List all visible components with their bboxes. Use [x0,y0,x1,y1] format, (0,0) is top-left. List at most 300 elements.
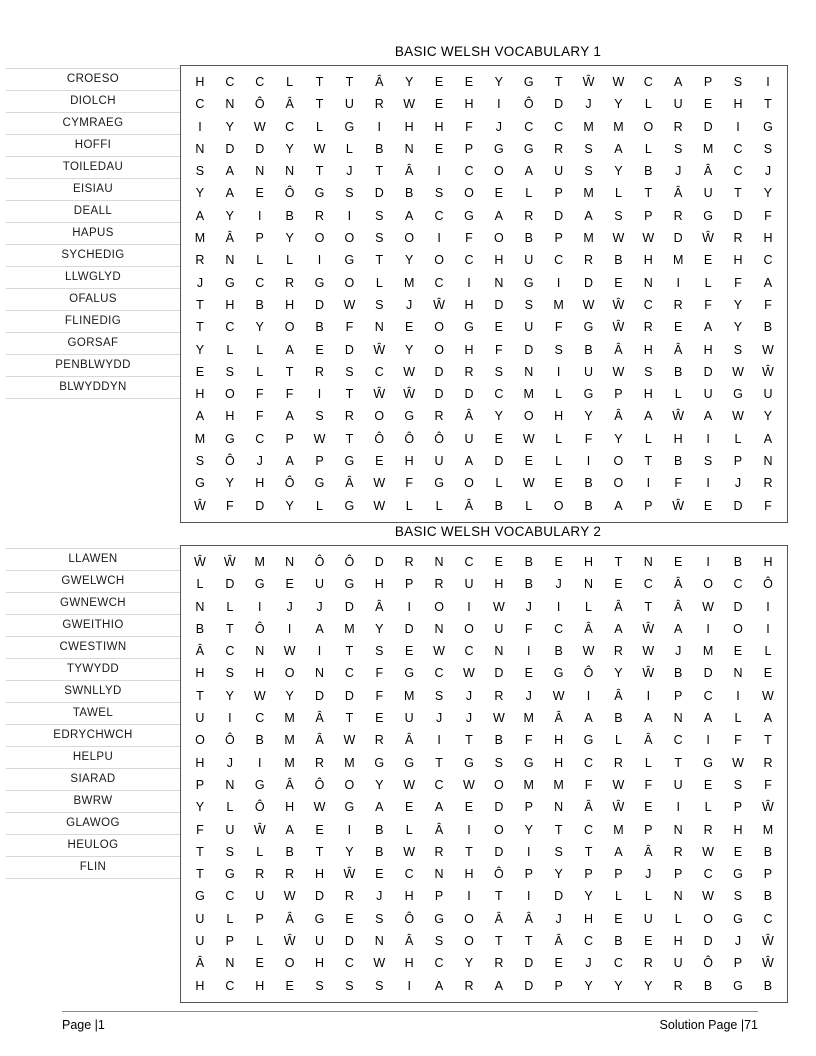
grid-cell[interactable]: F [375,688,384,703]
grid-cell[interactable]: T [644,599,653,614]
grid-cell[interactable]: U [524,253,534,268]
grid-cell[interactable]: R [434,844,444,859]
grid-cell[interactable]: C [554,253,564,268]
grid-cell[interactable]: G [314,911,325,926]
grid-cell[interactable]: R [673,978,683,993]
grid-cell[interactable]: B [763,889,773,904]
grid-cell[interactable]: J [435,711,443,726]
grid-cell[interactable]: S [674,141,683,156]
wordlist-item[interactable]: PENBLWYDD [6,355,180,377]
grid-cell[interactable]: W [313,800,326,815]
grid-cell[interactable]: D [344,934,354,949]
grid-cell[interactable]: O [613,454,624,469]
grid-cell[interactable]: E [464,75,474,89]
grid-cell[interactable]: M [613,822,624,837]
grid-cell[interactable]: Y [405,75,414,89]
grid-cell[interactable]: S [225,666,234,681]
grid-cell[interactable]: J [465,711,473,726]
grid-cell[interactable]: A [674,621,683,636]
grid-cell[interactable]: H [255,476,265,491]
grid-cell[interactable]: S [554,342,563,357]
grid-cell[interactable]: I [347,822,352,837]
grid-cell[interactable]: U [195,911,205,926]
grid-cell[interactable]: R [494,688,504,703]
wordlist-item[interactable]: GORSAF [6,333,180,355]
grid-cell[interactable]: R [314,364,325,379]
grid-cell[interactable]: O [464,186,474,201]
grid-cell[interactable]: Ô [404,911,415,926]
grid-cell[interactable]: G [523,755,534,770]
wordlist-item[interactable]: TOILEDAU [6,157,180,179]
grid-cell[interactable]: J [465,688,473,703]
grid-cell[interactable]: D [703,119,713,134]
grid-cell[interactable]: N [285,164,295,179]
grid-cell[interactable]: E [554,476,563,491]
grid-cell[interactable]: G [254,777,265,792]
grid-cell[interactable]: O [195,733,205,748]
grid-cell[interactable]: T [345,387,354,402]
grid-cell[interactable]: F [734,275,742,290]
grid-cell[interactable]: W [463,777,475,792]
grid-cell[interactable]: R [643,956,653,971]
grid-cell[interactable]: H [554,755,564,770]
grid-cell[interactable]: L [704,275,712,290]
grid-cell[interactable]: H [643,253,653,268]
grid-cell[interactable]: B [405,186,414,201]
grid-cell[interactable]: P [614,387,623,402]
grid-cell[interactable]: D [703,934,713,949]
grid-cell[interactable]: S [494,364,504,379]
grid-cell[interactable]: E [494,320,504,335]
grid-cell[interactable]: A [315,621,324,636]
grid-cell[interactable]: D [554,97,564,112]
grid-cell[interactable]: Â [674,599,683,614]
grid-cell[interactable]: I [556,275,561,290]
grid-cell[interactable]: O [553,498,564,513]
grid-cell[interactable]: N [643,555,653,569]
grid-cell[interactable]: C [733,164,743,179]
grid-cell[interactable]: D [703,364,713,379]
grid-cell[interactable]: Ŵ [373,342,386,357]
grid-cell[interactable]: P [195,777,205,792]
grid-cell[interactable]: Â [345,476,354,491]
grid-cell[interactable]: H [285,800,295,815]
grid-cell[interactable]: Ŵ [762,934,774,949]
grid-cell[interactable]: S [195,454,205,469]
grid-cell[interactable]: M [523,711,534,726]
grid-cell[interactable]: Ô [254,800,265,815]
grid-cell[interactable]: C [494,387,504,402]
grid-cell[interactable]: Y [225,208,234,223]
grid-cell[interactable]: Y [375,621,384,636]
grid-cell[interactable]: I [556,364,561,379]
grid-cell[interactable]: I [467,822,471,837]
grid-cell[interactable]: E [614,911,623,926]
grid-cell[interactable]: F [405,476,413,491]
grid-cell[interactable]: Y [225,476,234,491]
grid-cell[interactable]: G [224,867,235,882]
grid-cell[interactable]: Â [644,844,653,859]
grid-cell[interactable]: G [404,666,415,681]
grid-cell[interactable]: N [195,141,205,156]
grid-cell[interactable]: P [644,822,653,837]
grid-cell[interactable]: Y [405,253,414,268]
grid-cell[interactable]: A [225,164,234,179]
grid-cell[interactable]: H [225,297,235,312]
grid-cell[interactable]: O [344,777,355,792]
grid-cell[interactable]: B [614,934,623,949]
grid-cell[interactable]: F [524,733,533,748]
grid-cell[interactable]: S [225,844,234,859]
grid-cell[interactable]: C [464,164,474,179]
grid-cell[interactable]: E [375,867,384,882]
grid-cell[interactable]: A [763,711,773,726]
grid-cell[interactable]: O [464,934,474,949]
grid-cell[interactable]: U [703,186,713,201]
grid-cell[interactable]: B [674,454,683,469]
grid-cell[interactable]: Ŵ [433,297,445,312]
grid-cell[interactable]: W [702,889,714,904]
grid-cell[interactable]: O [643,119,654,134]
grid-cell[interactable]: J [196,275,204,290]
grid-cell[interactable]: L [286,253,294,268]
grid-cell[interactable]: G [523,275,534,290]
grid-cell[interactable]: A [614,621,623,636]
grid-cell[interactable]: W [253,119,266,134]
grid-cell[interactable]: G [314,275,325,290]
grid-cell[interactable]: L [644,755,652,770]
grid-cell[interactable]: I [407,599,411,614]
grid-cell[interactable]: L [585,599,592,614]
grid-cell[interactable]: D [673,231,683,246]
grid-cell[interactable]: E [375,711,384,726]
grid-cell[interactable]: E [315,822,324,837]
grid-cell[interactable]: F [734,733,742,748]
grid-cell[interactable]: P [554,186,563,201]
grid-cell[interactable]: Y [524,822,533,837]
grid-cell[interactable]: C [703,688,713,703]
grid-cell[interactable]: C [225,644,235,659]
grid-cell[interactable]: E [674,320,683,335]
grid-cell[interactable]: Â [464,409,474,424]
grid-cell[interactable]: Y [614,666,623,681]
grid-cell[interactable]: T [584,844,593,859]
grid-cell[interactable]: C [763,253,773,268]
grid-cell[interactable]: J [406,297,413,312]
grid-cell[interactable]: C [464,555,474,569]
grid-cell[interactable]: J [555,911,562,926]
grid-cell[interactable]: B [285,208,294,223]
grid-cell[interactable]: S [315,409,324,424]
grid-cell[interactable]: W [612,364,625,379]
grid-cell[interactable]: J [226,755,233,770]
grid-cell[interactable]: A [674,75,683,89]
grid-cell[interactable]: M [284,733,295,748]
grid-cell[interactable]: E [703,498,713,513]
grid-cell[interactable]: W [552,688,565,703]
grid-cell[interactable]: U [584,364,594,379]
grid-cell[interactable]: I [706,431,710,446]
grid-cell[interactable]: D [554,208,564,223]
grid-cell[interactable]: Ŵ [672,498,685,513]
grid-cell[interactable]: C [255,275,265,290]
grid-cell[interactable]: F [674,476,683,491]
grid-cell[interactable]: A [494,208,504,223]
grid-cell[interactable]: Â [195,644,205,659]
grid-cell[interactable]: I [527,889,531,904]
grid-cell[interactable]: S [225,364,234,379]
grid-cell[interactable]: Â [614,409,623,424]
grid-cell[interactable]: Â [674,342,683,357]
grid-cell[interactable]: C [584,822,594,837]
grid-cell[interactable]: Â [614,688,623,703]
grid-cell[interactable]: H [673,431,683,446]
grid-cell[interactable]: W [403,364,416,379]
grid-cell[interactable]: T [524,934,533,949]
grid-cell[interactable]: R [285,867,295,882]
grid-cell[interactable]: C [225,978,235,993]
grid-cell[interactable]: D [344,688,354,703]
grid-cell[interactable]: B [195,621,205,636]
grid-cell[interactable]: F [554,320,563,335]
grid-cell[interactable]: C [434,777,444,792]
grid-cell[interactable]: N [524,364,534,379]
grid-cell[interactable]: N [374,934,384,949]
grid-cell[interactable]: Y [285,498,294,513]
grid-cell[interactable]: G [344,119,355,134]
grid-cell[interactable]: G [195,476,205,491]
grid-cell[interactable]: G [493,141,504,156]
grid-cell[interactable]: J [525,688,532,703]
wordlist-item[interactable]: GWELWCH [6,571,180,593]
grid-cell[interactable]: Y [225,119,234,134]
grid-cell[interactable]: W [373,476,386,491]
grid-cell[interactable]: R [374,733,384,748]
grid-cell[interactable]: O [404,231,415,246]
grid-cell[interactable]: J [734,934,742,949]
grid-cell[interactable]: R [643,320,653,335]
grid-cell[interactable]: F [345,320,354,335]
wordlist-item[interactable]: OFALUS [6,289,180,311]
grid-cell[interactable]: T [375,164,384,179]
grid-cell[interactable]: H [255,666,265,681]
grid-cell[interactable]: W [612,75,625,89]
grid-cell[interactable]: G [404,409,415,424]
grid-cell[interactable]: L [435,498,443,513]
grid-cell[interactable]: N [404,141,414,156]
grid-cell[interactable]: I [497,97,501,112]
grid-cell[interactable]: G [464,320,474,335]
grid-cell[interactable]: H [195,75,205,89]
grid-cell[interactable]: A [195,208,205,223]
grid-cell[interactable]: M [344,755,355,770]
grid-cell[interactable]: U [344,97,354,112]
grid-cell[interactable]: O [224,387,235,402]
grid-cell[interactable]: Â [375,599,384,614]
grid-cell[interactable]: E [554,555,563,569]
grid-cell[interactable]: R [673,119,683,134]
grid-cell[interactable]: J [346,164,353,179]
grid-cell[interactable]: D [225,141,235,156]
grid-cell[interactable]: I [257,208,262,223]
letter-grid-2[interactable] [185,551,783,997]
grid-cell[interactable]: W [702,599,714,614]
grid-cell[interactable]: Y [405,342,414,357]
grid-cell[interactable]: N [673,822,683,837]
grid-cell[interactable]: G [344,253,355,268]
grid-cell[interactable]: C [374,364,384,379]
grid-cell[interactable]: O [284,320,295,335]
grid-cell[interactable]: E [703,253,713,268]
grid-cell[interactable]: D [494,800,504,815]
grid-cell[interactable]: B [614,711,623,726]
grid-cell[interactable]: W [283,889,296,904]
grid-cell[interactable]: C [584,934,594,949]
grid-cell[interactable]: I [407,978,411,993]
grid-cell[interactable]: S [733,777,743,792]
wordlist-item[interactable]: FLIN [6,857,180,879]
wordlist-item[interactable]: GLAWOG [6,813,180,835]
grid-cell[interactable]: B [524,577,533,592]
grid-cell[interactable]: W [403,97,416,112]
grid-cell[interactable]: H [763,555,773,569]
grid-cell[interactable]: S [345,364,354,379]
grid-cell[interactable]: B [644,164,653,179]
grid-cell[interactable]: E [434,97,444,112]
grid-cell[interactable]: D [554,889,564,904]
grid-cell[interactable]: E [644,934,653,949]
grid-cell[interactable]: C [673,733,683,748]
grid-cell[interactable]: H [494,253,504,268]
grid-cell[interactable]: T [614,555,623,569]
grid-cell[interactable]: B [494,733,504,748]
grid-cell[interactable]: A [285,409,294,424]
grid-cell[interactable]: L [316,119,323,134]
grid-cell[interactable]: G [254,577,265,592]
grid-cell[interactable]: L [644,431,652,446]
grid-cell[interactable]: T [674,755,683,770]
grid-cell[interactable]: O [493,777,504,792]
grid-cell[interactable]: Ŵ [672,409,685,424]
grid-cell[interactable]: B [494,498,504,513]
grid-cell[interactable]: H [763,231,773,246]
grid-cell[interactable]: U [494,621,504,636]
grid-cell[interactable]: W [492,599,505,614]
grid-cell[interactable]: C [225,320,235,335]
grid-cell[interactable]: C [613,956,623,971]
grid-cell[interactable]: G [733,387,743,402]
grid-cell[interactable]: D [434,364,444,379]
grid-cell[interactable]: W [373,498,386,513]
grid-cell[interactable]: C [733,577,743,592]
grid-cell[interactable]: I [736,688,740,703]
grid-cell[interactable]: G [523,141,534,156]
grid-cell[interactable]: Y [614,431,623,446]
wordlist-item[interactable]: SWNLLYD [6,681,180,703]
grid-cell[interactable]: Ô [314,555,325,569]
grid-cell[interactable]: Y [584,889,593,904]
grid-cell[interactable]: M [254,555,265,569]
grid-cell[interactable]: Ô [583,666,594,681]
grid-cell[interactable]: C [643,577,653,592]
grid-cell[interactable]: B [763,844,773,859]
grid-cell[interactable]: U [673,777,683,792]
grid-cell[interactable]: H [255,978,265,993]
grid-cell[interactable]: S [733,889,743,904]
grid-cell[interactable]: J [555,577,562,592]
grid-cell[interactable]: Ŵ [612,800,625,815]
wordlist-item[interactable]: SIARAD [6,769,180,791]
grid-cell[interactable]: E [285,978,294,993]
grid-cell[interactable]: A [375,800,384,815]
grid-cell[interactable]: C [434,208,444,223]
grid-cell[interactable]: Ŵ [762,364,774,379]
grid-cell[interactable]: L [525,186,533,201]
grid-cell[interactable]: O [464,476,474,491]
grid-cell[interactable]: B [703,978,713,993]
grid-cell[interactable]: H [285,297,295,312]
grid-cell[interactable]: Â [464,498,474,513]
grid-cell[interactable]: Ô [284,186,295,201]
grid-cell[interactable]: Ŵ [403,387,416,402]
grid-cell[interactable]: A [763,275,773,290]
grid-cell[interactable]: H [494,577,504,592]
grid-cell[interactable]: L [614,889,622,904]
grid-cell[interactable]: S [584,141,593,156]
grid-cell[interactable]: L [226,800,234,815]
grid-cell[interactable]: H [733,822,743,837]
grid-cell[interactable]: N [643,275,653,290]
grid-cell[interactable]: P [524,800,533,815]
grid-cell[interactable]: U [763,387,773,402]
grid-cell[interactable]: G [224,275,235,290]
grid-cell[interactable]: A [285,342,294,357]
grid-cell[interactable]: C [225,75,235,89]
grid-cell[interactable]: I [467,889,471,904]
grid-cell[interactable]: W [612,231,625,246]
grid-cell[interactable]: Y [733,320,743,335]
grid-cell[interactable]: C [195,97,205,112]
grid-cell[interactable]: I [646,476,651,491]
grid-cell[interactable]: Â [644,733,653,748]
grid-cell[interactable]: U [464,431,474,446]
grid-cell[interactable]: F [465,119,473,134]
grid-cell[interactable]: Y [225,688,234,703]
grid-cell[interactable]: N [494,275,504,290]
grid-cell[interactable]: J [645,867,652,882]
grid-cell[interactable]: S [614,208,623,223]
grid-cell[interactable]: A [494,978,504,993]
grid-cell[interactable]: I [287,621,292,636]
grid-cell[interactable]: E [614,275,623,290]
grid-cell[interactable]: I [317,644,322,659]
grid-cell[interactable]: M [613,119,624,134]
grid-cell[interactable]: S [554,844,563,859]
grid-cell[interactable]: P [554,978,563,993]
grid-cell[interactable]: C [703,867,713,882]
grid-cell[interactable]: W [732,364,744,379]
grid-cell[interactable]: T [285,364,294,379]
grid-cell[interactable]: L [614,186,622,201]
grid-cell[interactable]: W [612,777,625,792]
grid-cell[interactable]: S [375,231,384,246]
grid-cell[interactable]: Â [225,231,234,246]
grid-cell[interactable]: A [644,711,653,726]
grid-cell[interactable]: Ô [493,867,504,882]
grid-cell[interactable]: A [195,409,205,424]
grid-cell[interactable]: M [523,387,534,402]
grid-cell[interactable]: E [375,454,384,469]
